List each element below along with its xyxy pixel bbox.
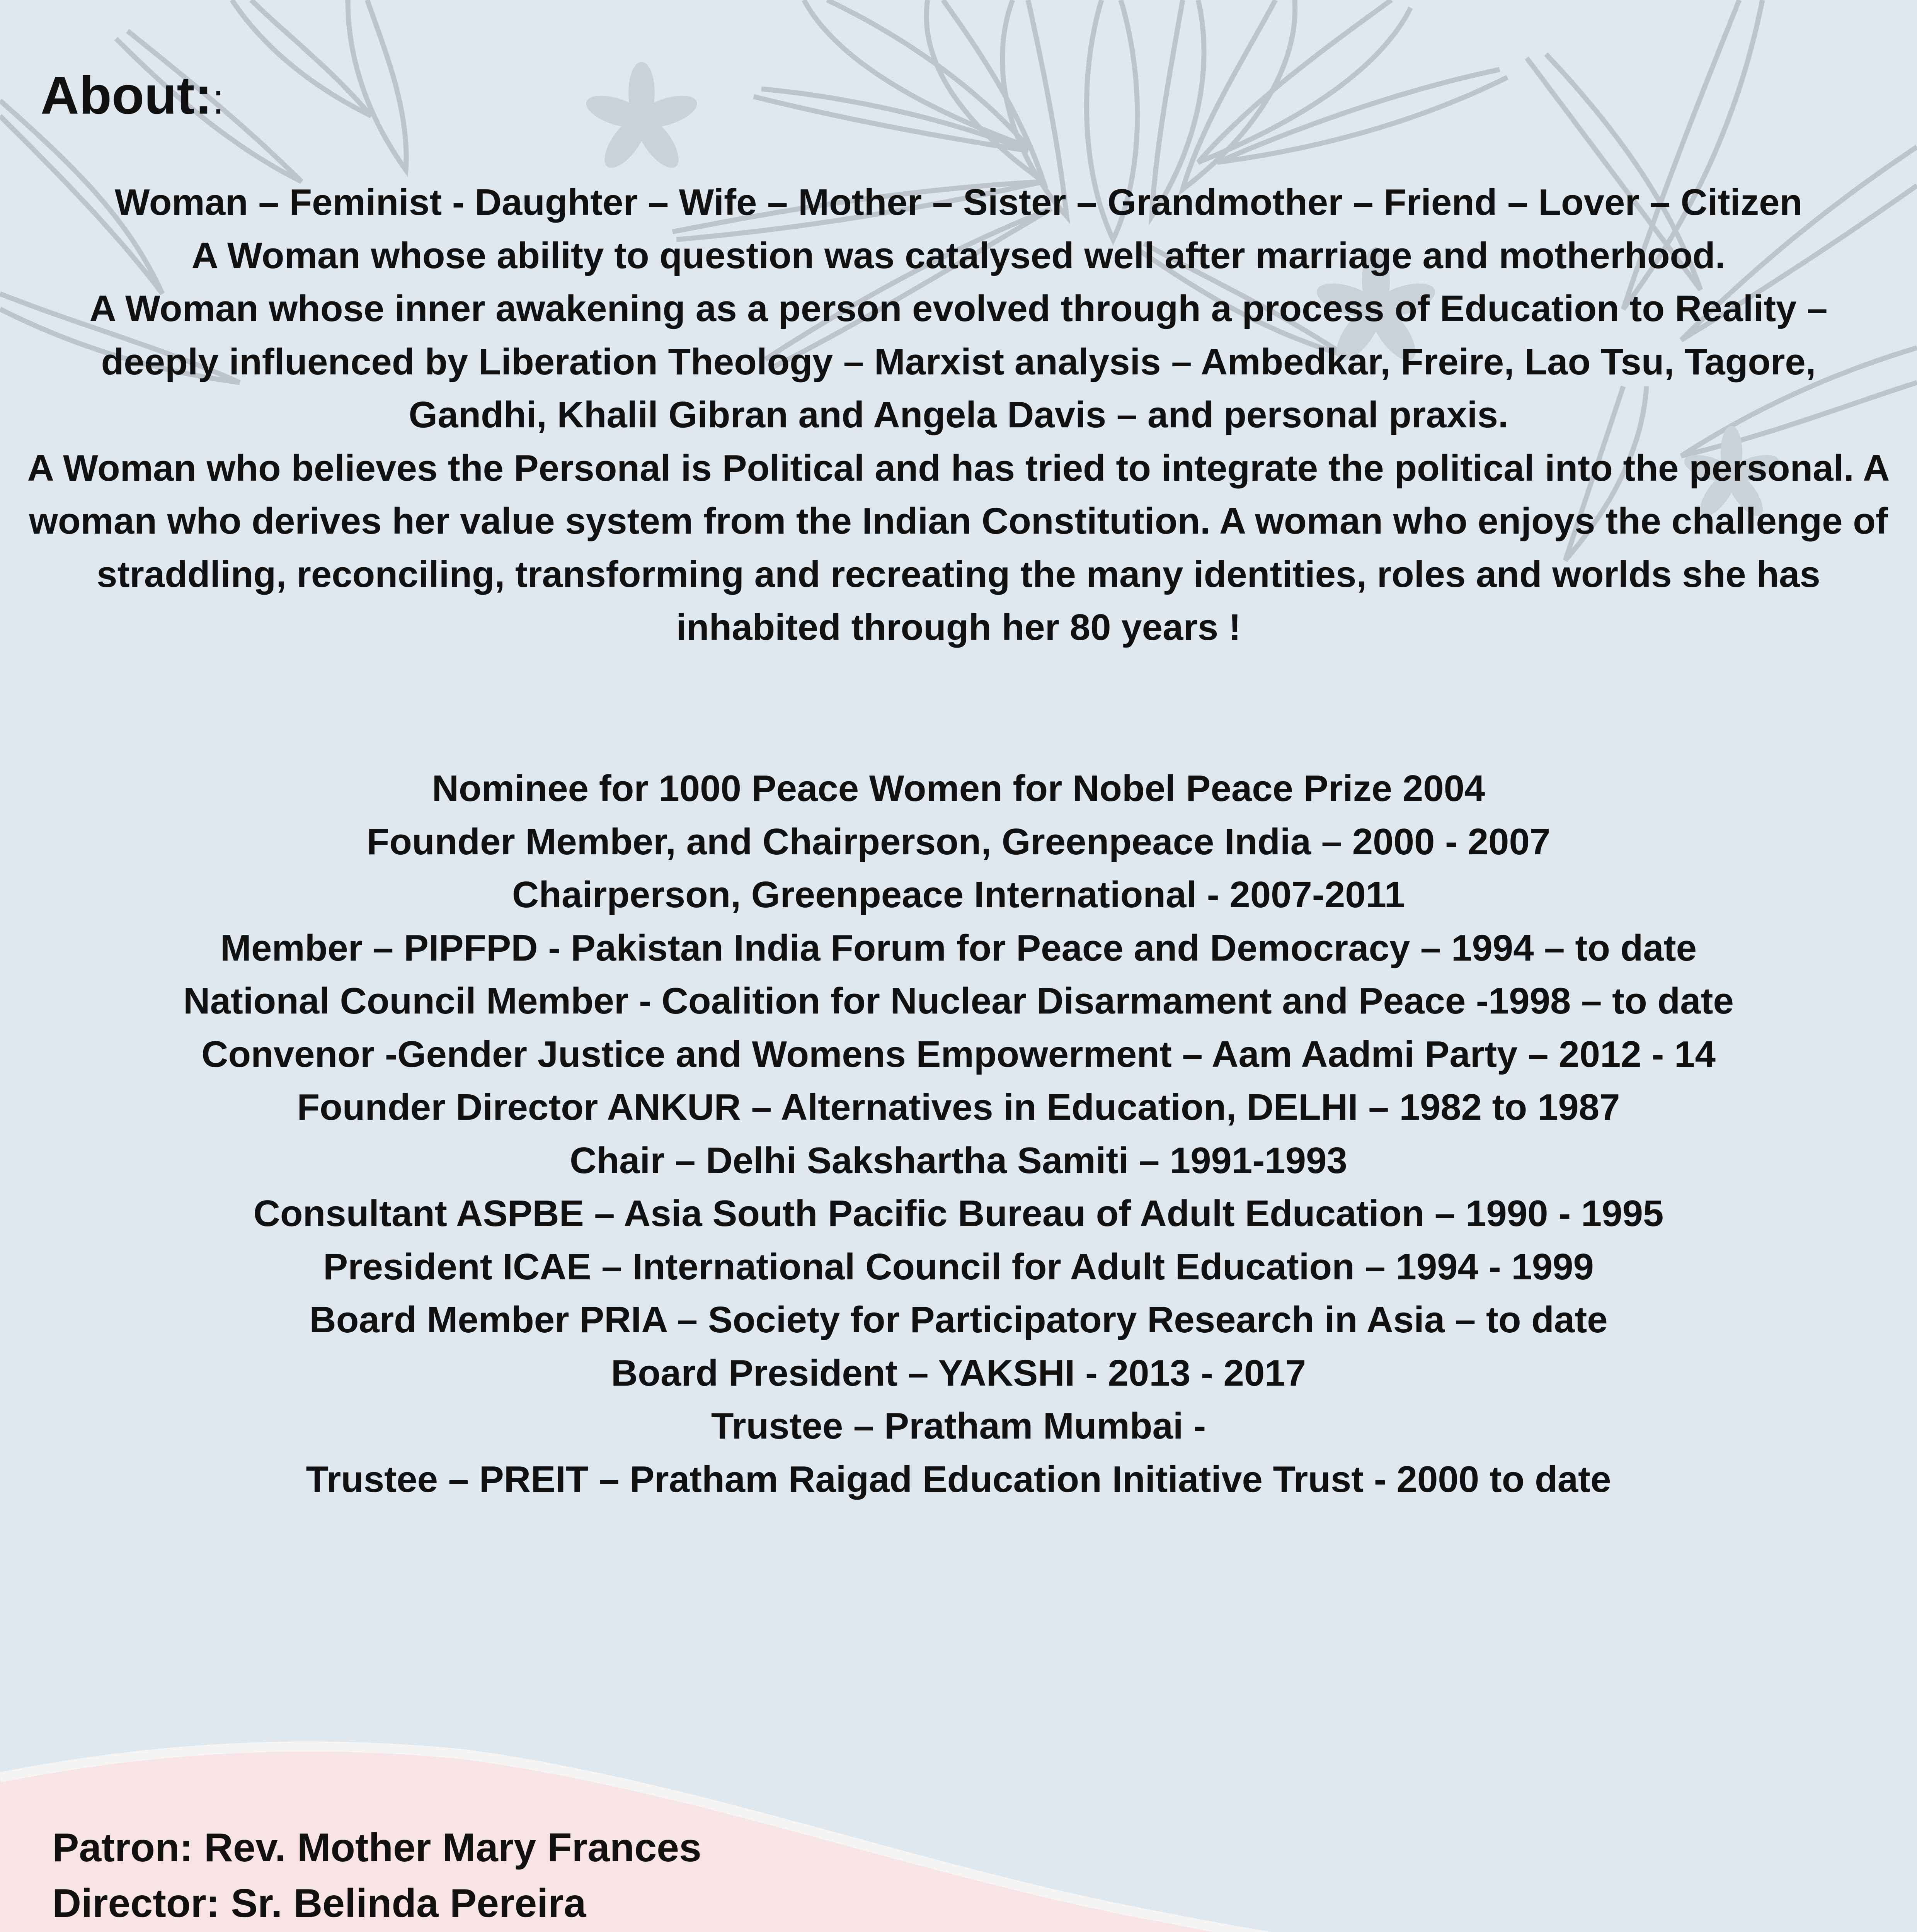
role-item: Trustee – Pratham Mumbai - — [711, 1405, 1206, 1447]
role-item: Board Member PRIA – Society for Participatory Research in Asia – to date — [309, 1299, 1608, 1340]
role-item: Convenor -Gender Justice and Womens Empowerment – Aam Aadmi Party – 2012 - 14 — [201, 1033, 1716, 1075]
role-item: President ICAE – International Council for Adult Education – 1994 - 1999 — [323, 1246, 1594, 1287]
bio-section — [27, 176, 1890, 654]
leadership-list — [52, 1820, 991, 1932]
role-item: Founder Director ANKUR – Alternatives in Education, DELHI – 1982 to 1987 — [297, 1087, 1620, 1128]
about-heading-extra: : — [212, 75, 225, 123]
role-item: Consultant ASPBE – Asia South Pacific Bureau of Adult Education – 1990 - 1995 — [253, 1193, 1664, 1234]
role-item: Chairperson, Greenpeace International - 2007-2011 — [512, 874, 1405, 915]
bio-paragraph: A Woman who believes the Personal is Political and has tried to integrate the political into the personal. A woman who derives her value system from the Indian Constitution. A woman who enjoys the challenge of straddling, reconciling, transforming and recreating the many identities, roles and worlds she has inhabited through her 80 years ! — [27, 447, 1890, 648]
bio-paragraph: A Woman whose inner awakening as a person evolved through a process of Education to Reality – deeply influenced by Liberation Theology – Marxist analysis – Ambedkar, Freire, Lao Tsu, Tagore, Gandhi, Khalil Gibran and Angela Davis – and personal praxis. — [89, 288, 1828, 435]
roles-list — [27, 762, 1890, 1506]
role-item: Nominee for 1000 Peace Women for Nobel Peace Prize 2004 — [432, 768, 1485, 809]
about-heading-text: About: — [41, 66, 213, 125]
role-item: Founder Member, and Chairperson, Greenpeace India – 2000 - 2007 — [366, 821, 1551, 862]
role-item: Chair – Delhi Sakshartha Samiti – 1991-1993 — [570, 1139, 1347, 1181]
patron-line: Patron: Rev. Mother Mary Frances — [52, 1825, 701, 1870]
role-item: Trustee – PREIT – Pratham Raigad Education Initiative Trust - 2000 to date — [306, 1458, 1611, 1500]
bio-paragraph: Woman – Feminist - Daughter – Wife – Mother – Sister – Grandmother – Friend – Lover – Citizen — [114, 182, 1803, 223]
role-item: National Council Member - Coalition for Nuclear Disarmament and Peace -1998 – to date — [183, 980, 1734, 1022]
bio-paragraph: A Woman whose ability to question was catalysed well after marriage and motherhood. — [191, 235, 1726, 276]
about-heading — [41, 64, 224, 128]
role-item: Board President – YAKSHI - 2013 - 2017 — [611, 1352, 1306, 1394]
director-line: Director: Sr. Belinda Pereira — [52, 1881, 586, 1926]
role-item: Member – PIPFPD - Pakistan India Forum for Peace and Democracy – 1994 – to date — [220, 927, 1697, 969]
